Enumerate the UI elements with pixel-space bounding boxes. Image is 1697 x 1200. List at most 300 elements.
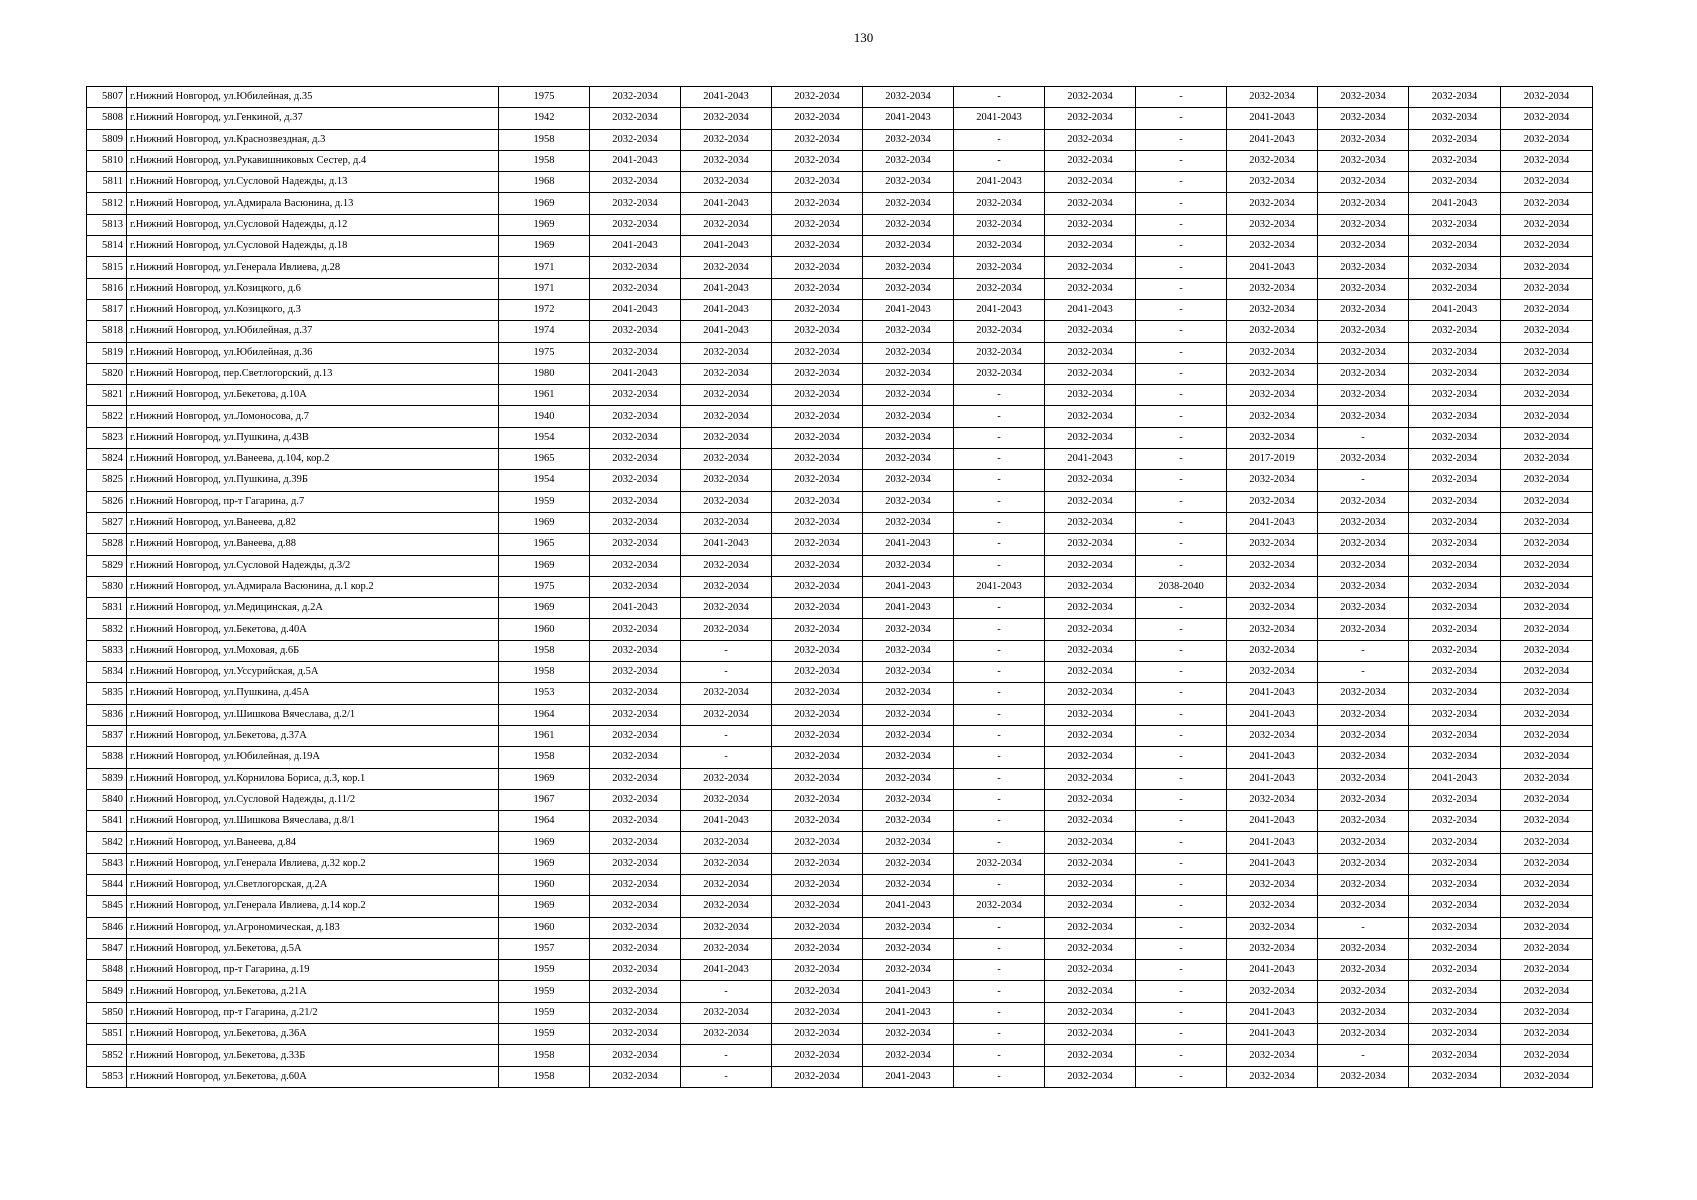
period-cell: 2032-2034 — [863, 172, 954, 193]
year-built-cell: 1960 — [499, 917, 590, 938]
period-cell: - — [954, 725, 1045, 746]
period-cell: - — [1318, 917, 1409, 938]
period-cell: 2032-2034 — [863, 427, 954, 448]
period-cell: 2032-2034 — [1318, 406, 1409, 427]
period-cell: 2041-2043 — [590, 363, 681, 384]
period-cell: 2032-2034 — [1045, 683, 1136, 704]
year-built-cell: 1959 — [499, 1002, 590, 1023]
period-cell: 2032-2034 — [1227, 299, 1318, 320]
period-cell: - — [1136, 640, 1227, 661]
period-cell: 2032-2034 — [1409, 874, 1501, 895]
year-built-cell: 1975 — [499, 87, 590, 108]
period-cell: - — [1136, 87, 1227, 108]
period-cell: 2032-2034 — [1409, 725, 1501, 746]
period-cell: 2032-2034 — [1045, 512, 1136, 533]
period-cell: 2032-2034 — [590, 555, 681, 576]
period-cell: 2032-2034 — [1501, 87, 1593, 108]
period-cell: 2032-2034 — [590, 662, 681, 683]
period-cell: 2032-2034 — [1045, 406, 1136, 427]
period-cell: - — [1136, 896, 1227, 917]
row-number-cell: 5826 — [87, 491, 127, 512]
period-cell: - — [1136, 555, 1227, 576]
period-cell: 2038-2040 — [1136, 576, 1227, 597]
period-cell: 2032-2034 — [1045, 832, 1136, 853]
period-cell: 2041-2043 — [1227, 747, 1318, 768]
address-cell: г.Нижний Новгород, ул.Генкиной, д.37 — [127, 108, 499, 129]
period-cell: - — [954, 598, 1045, 619]
period-cell: 2032-2034 — [681, 598, 772, 619]
year-built-cell: 1967 — [499, 789, 590, 810]
period-cell: 2032-2034 — [863, 938, 954, 959]
table-row — [87, 363, 1593, 384]
period-cell: - — [1136, 832, 1227, 853]
period-cell: 2032-2034 — [1409, 321, 1501, 342]
table-row — [87, 449, 1593, 470]
period-cell: 2032-2034 — [1227, 321, 1318, 342]
address-cell: г.Нижний Новгород, ул.Козицкого, д.3 — [127, 299, 499, 320]
period-cell: 2032-2034 — [1409, 129, 1501, 150]
table-row — [87, 406, 1593, 427]
period-cell: - — [954, 1066, 1045, 1087]
period-cell: 2032-2034 — [1227, 874, 1318, 895]
period-cell: - — [1136, 789, 1227, 810]
period-cell: - — [954, 747, 1045, 768]
address-cell: г.Нижний Новгород, ул.Ванеева, д.104, кор.2 — [127, 449, 499, 470]
period-cell: 2032-2034 — [1045, 321, 1136, 342]
period-cell: 2032-2034 — [1045, 768, 1136, 789]
table-row — [87, 747, 1593, 768]
period-cell: - — [954, 449, 1045, 470]
period-cell: 2041-2043 — [1227, 811, 1318, 832]
table-row — [87, 704, 1593, 725]
period-cell: 2032-2034 — [1045, 811, 1136, 832]
period-cell: 2032-2034 — [590, 1066, 681, 1087]
address-cell: г.Нижний Новгород, ул.Генерала Ивлиева, д.32 кор.2 — [127, 853, 499, 874]
period-cell: 2032-2034 — [863, 385, 954, 406]
period-cell: 2032-2034 — [681, 1024, 772, 1045]
period-cell: 2032-2034 — [1045, 789, 1136, 810]
period-cell: 2032-2034 — [1318, 619, 1409, 640]
period-cell: 2032-2034 — [1501, 768, 1593, 789]
period-cell: 2032-2034 — [590, 449, 681, 470]
period-cell: 2032-2034 — [681, 363, 772, 384]
period-cell: - — [1136, 363, 1227, 384]
period-cell: 2032-2034 — [1227, 662, 1318, 683]
table-row — [87, 129, 1593, 150]
table-row — [87, 257, 1593, 278]
row-number-cell: 5830 — [87, 576, 127, 597]
row-number-cell: 5836 — [87, 704, 127, 725]
address-cell: г.Нижний Новгород, ул.Моховая, д.6Б — [127, 640, 499, 661]
period-cell: 2032-2034 — [1227, 214, 1318, 235]
period-cell: 2032-2034 — [1409, 150, 1501, 171]
period-cell: 2032-2034 — [1501, 874, 1593, 895]
period-cell: 2032-2034 — [772, 789, 863, 810]
period-cell: 2032-2034 — [1409, 278, 1501, 299]
period-cell: 2041-2043 — [681, 534, 772, 555]
period-cell: 2032-2034 — [1501, 917, 1593, 938]
period-cell: 2032-2034 — [1318, 129, 1409, 150]
period-cell: 2041-2043 — [681, 193, 772, 214]
row-number-cell: 5846 — [87, 917, 127, 938]
period-cell: - — [1318, 640, 1409, 661]
period-cell: 2041-2043 — [1227, 960, 1318, 981]
row-number-cell: 5828 — [87, 534, 127, 555]
period-cell: - — [1136, 704, 1227, 725]
period-cell: 2017-2019 — [1227, 449, 1318, 470]
period-cell: 2032-2034 — [1501, 534, 1593, 555]
period-cell: 2032-2034 — [1501, 363, 1593, 384]
period-cell: 2032-2034 — [1227, 342, 1318, 363]
period-cell: 2032-2034 — [1409, 640, 1501, 661]
period-cell: 2032-2034 — [1501, 853, 1593, 874]
period-cell: - — [954, 981, 1045, 1002]
period-cell: 2032-2034 — [1318, 108, 1409, 129]
period-cell: 2032-2034 — [590, 470, 681, 491]
period-cell: 2032-2034 — [1227, 576, 1318, 597]
period-cell: 2032-2034 — [1318, 832, 1409, 853]
year-built-cell: 1953 — [499, 683, 590, 704]
period-cell: 2032-2034 — [1045, 1024, 1136, 1045]
period-cell: 2032-2034 — [1409, 363, 1501, 384]
period-cell: 2032-2034 — [1227, 789, 1318, 810]
table-row — [87, 725, 1593, 746]
address-cell: г.Нижний Новгород, ул.Рукавишниковых Сестер, д.4 — [127, 150, 499, 171]
year-built-cell: 1964 — [499, 811, 590, 832]
period-cell: 2032-2034 — [590, 896, 681, 917]
period-cell: 2032-2034 — [1318, 363, 1409, 384]
period-cell: 2032-2034 — [772, 491, 863, 512]
period-cell: 2032-2034 — [863, 555, 954, 576]
table-row — [87, 491, 1593, 512]
period-cell: 2032-2034 — [681, 789, 772, 810]
row-number-cell: 5817 — [87, 299, 127, 320]
table-row — [87, 1045, 1593, 1066]
period-cell: 2032-2034 — [863, 449, 954, 470]
table-row — [87, 299, 1593, 320]
period-cell: 2032-2034 — [1409, 747, 1501, 768]
period-cell: 2032-2034 — [772, 704, 863, 725]
period-cell: 2032-2034 — [681, 449, 772, 470]
period-cell: 2032-2034 — [590, 534, 681, 555]
period-cell: 2032-2034 — [1501, 1045, 1593, 1066]
period-cell: 2032-2034 — [1318, 1024, 1409, 1045]
year-built-cell: 1969 — [499, 193, 590, 214]
period-cell: 2041-2043 — [1227, 108, 1318, 129]
period-cell: 2032-2034 — [1045, 938, 1136, 959]
period-cell: - — [1136, 108, 1227, 129]
period-cell: 2032-2034 — [863, 342, 954, 363]
period-cell: 2032-2034 — [1227, 150, 1318, 171]
period-cell: 2041-2043 — [1227, 832, 1318, 853]
period-cell: 2032-2034 — [863, 704, 954, 725]
period-cell: 2032-2034 — [1318, 236, 1409, 257]
period-cell: 2032-2034 — [1501, 683, 1593, 704]
period-cell: 2032-2034 — [681, 172, 772, 193]
period-cell: 2032-2034 — [1318, 1002, 1409, 1023]
period-cell: 2032-2034 — [1045, 172, 1136, 193]
period-cell: 2032-2034 — [1045, 917, 1136, 938]
period-cell: 2032-2034 — [1318, 938, 1409, 959]
address-cell: г.Нижний Новгород, ул.Пушкина, д.45А — [127, 683, 499, 704]
period-cell: 2032-2034 — [1318, 981, 1409, 1002]
table-row — [87, 427, 1593, 448]
row-number-cell: 5837 — [87, 725, 127, 746]
period-cell: 2041-2043 — [681, 87, 772, 108]
row-number-cell: 5814 — [87, 236, 127, 257]
period-cell: 2032-2034 — [681, 214, 772, 235]
year-built-cell: 1958 — [499, 1045, 590, 1066]
period-cell: 2041-2043 — [681, 236, 772, 257]
period-cell: - — [1136, 768, 1227, 789]
period-cell: 2032-2034 — [772, 1024, 863, 1045]
period-cell: 2032-2034 — [772, 278, 863, 299]
period-cell: 2032-2034 — [1045, 491, 1136, 512]
period-cell: 2032-2034 — [1227, 278, 1318, 299]
table-body — [87, 87, 1593, 1088]
year-built-cell: 1968 — [499, 172, 590, 193]
address-cell: г.Нижний Новгород, ул.Юбилейная, д.37 — [127, 321, 499, 342]
period-cell: 2032-2034 — [590, 640, 681, 661]
year-built-cell: 1969 — [499, 214, 590, 235]
period-cell: - — [1136, 619, 1227, 640]
period-cell: 2041-2043 — [863, 299, 954, 320]
period-cell: 2032-2034 — [1501, 129, 1593, 150]
row-number-cell: 5816 — [87, 278, 127, 299]
table-row — [87, 512, 1593, 533]
period-cell: - — [1136, 1066, 1227, 1087]
period-cell: 2032-2034 — [1501, 193, 1593, 214]
period-cell: 2032-2034 — [772, 832, 863, 853]
period-cell: 2032-2034 — [1501, 449, 1593, 470]
period-cell: 2032-2034 — [1045, 193, 1136, 214]
period-cell: 2032-2034 — [1045, 576, 1136, 597]
period-cell: 2032-2034 — [681, 896, 772, 917]
period-cell: 2032-2034 — [590, 512, 681, 533]
period-cell: 2032-2034 — [1501, 576, 1593, 597]
period-cell: 2032-2034 — [863, 960, 954, 981]
address-cell: г.Нижний Новгород, ул.Сусловой Надежды, д.12 — [127, 214, 499, 235]
period-cell: 2041-2043 — [954, 299, 1045, 320]
row-number-cell: 5850 — [87, 1002, 127, 1023]
period-cell: 2032-2034 — [681, 874, 772, 895]
row-number-cell: 5848 — [87, 960, 127, 981]
row-number-cell: 5844 — [87, 874, 127, 895]
row-number-cell: 5847 — [87, 938, 127, 959]
table-row — [87, 832, 1593, 853]
period-cell: 2032-2034 — [772, 321, 863, 342]
period-cell: 2032-2034 — [772, 811, 863, 832]
period-cell: 2032-2034 — [1409, 534, 1501, 555]
period-cell: - — [681, 725, 772, 746]
row-number-cell: 5825 — [87, 470, 127, 491]
address-cell: г.Нижний Новгород, ул.Сусловой Надежды, д.13 — [127, 172, 499, 193]
row-number-cell: 5838 — [87, 747, 127, 768]
row-number-cell: 5849 — [87, 981, 127, 1002]
year-built-cell: 1969 — [499, 598, 590, 619]
period-cell: 2032-2034 — [590, 747, 681, 768]
period-cell: - — [1136, 257, 1227, 278]
period-cell: 2032-2034 — [590, 342, 681, 363]
period-cell: 2032-2034 — [1409, 619, 1501, 640]
period-cell: 2032-2034 — [1501, 1066, 1593, 1087]
row-number-cell: 5852 — [87, 1045, 127, 1066]
period-cell: 2032-2034 — [772, 938, 863, 959]
period-cell: 2032-2034 — [772, 87, 863, 108]
period-cell: 2041-2043 — [1227, 129, 1318, 150]
row-number-cell: 5807 — [87, 87, 127, 108]
period-cell: 2032-2034 — [1045, 704, 1136, 725]
period-cell: 2032-2034 — [863, 491, 954, 512]
period-cell: 2032-2034 — [863, 1024, 954, 1045]
table-row — [87, 321, 1593, 342]
period-cell: 2032-2034 — [954, 853, 1045, 874]
row-number-cell: 5827 — [87, 512, 127, 533]
period-cell: 2032-2034 — [1227, 385, 1318, 406]
period-cell: 2032-2034 — [954, 342, 1045, 363]
period-cell: 2032-2034 — [772, 576, 863, 597]
period-cell: 2032-2034 — [863, 789, 954, 810]
period-cell: 2032-2034 — [1409, 662, 1501, 683]
period-cell: 2032-2034 — [863, 87, 954, 108]
period-cell: 2032-2034 — [1045, 363, 1136, 384]
period-cell: 2032-2034 — [590, 874, 681, 895]
period-cell: - — [1136, 491, 1227, 512]
period-cell: - — [1136, 470, 1227, 491]
period-cell: - — [1136, 299, 1227, 320]
period-cell: 2032-2034 — [1318, 1066, 1409, 1087]
address-cell: г.Нижний Новгород, ул.Ванеева, д.84 — [127, 832, 499, 853]
address-cell: г.Нижний Новгород, ул.Бекетова, д.60А — [127, 1066, 499, 1087]
period-cell: 2032-2034 — [1409, 172, 1501, 193]
year-built-cell: 1958 — [499, 747, 590, 768]
table-row — [87, 683, 1593, 704]
table-row — [87, 342, 1593, 363]
period-cell: 2032-2034 — [1318, 874, 1409, 895]
period-cell: - — [1136, 236, 1227, 257]
period-cell: - — [681, 640, 772, 661]
period-cell: 2032-2034 — [681, 683, 772, 704]
period-cell: 2032-2034 — [1501, 640, 1593, 661]
period-cell: 2032-2034 — [1227, 938, 1318, 959]
period-cell: 2032-2034 — [681, 768, 772, 789]
period-cell: 2032-2034 — [772, 385, 863, 406]
period-cell: 2032-2034 — [1318, 87, 1409, 108]
period-cell: - — [1136, 725, 1227, 746]
period-cell: 2032-2034 — [1409, 342, 1501, 363]
period-cell: 2032-2034 — [1045, 214, 1136, 235]
period-cell: 2032-2034 — [954, 278, 1045, 299]
period-cell: 2032-2034 — [590, 87, 681, 108]
period-cell: 2032-2034 — [954, 257, 1045, 278]
year-built-cell: 1942 — [499, 108, 590, 129]
period-cell: 2032-2034 — [863, 832, 954, 853]
year-built-cell: 1959 — [499, 1024, 590, 1045]
period-cell: 2032-2034 — [1409, 1024, 1501, 1045]
row-number-cell: 5810 — [87, 150, 127, 171]
period-cell: 2032-2034 — [1409, 917, 1501, 938]
period-cell: 2032-2034 — [772, 662, 863, 683]
table-row — [87, 278, 1593, 299]
table-row — [87, 108, 1593, 129]
period-cell: 2032-2034 — [1409, 491, 1501, 512]
period-cell: 2032-2034 — [1227, 172, 1318, 193]
period-cell: - — [1136, 960, 1227, 981]
table-row — [87, 874, 1593, 895]
period-cell: 2032-2034 — [590, 853, 681, 874]
address-cell: г.Нижний Новгород, ул.Светлогорская, д.2А — [127, 874, 499, 895]
address-cell: г.Нижний Новгород, ул.Ломоносова, д.7 — [127, 406, 499, 427]
row-number-cell: 5842 — [87, 832, 127, 853]
period-cell: 2032-2034 — [1318, 683, 1409, 704]
period-cell: 2032-2034 — [1409, 555, 1501, 576]
table-row — [87, 938, 1593, 959]
period-cell: 2041-2043 — [863, 576, 954, 597]
period-cell: 2032-2034 — [1501, 214, 1593, 235]
period-cell: 2032-2034 — [1318, 853, 1409, 874]
period-cell: 2032-2034 — [681, 704, 772, 725]
period-cell: 2032-2034 — [590, 1024, 681, 1045]
period-cell: 2041-2043 — [681, 321, 772, 342]
period-cell: - — [1136, 917, 1227, 938]
period-cell: 2032-2034 — [1501, 555, 1593, 576]
period-cell: 2032-2034 — [681, 385, 772, 406]
period-cell: 2032-2034 — [681, 832, 772, 853]
period-cell: 2041-2043 — [954, 108, 1045, 129]
period-cell: 2032-2034 — [681, 1002, 772, 1023]
row-number-cell: 5832 — [87, 619, 127, 640]
period-cell: 2032-2034 — [1045, 555, 1136, 576]
row-number-cell: 5818 — [87, 321, 127, 342]
address-cell: г.Нижний Новгород, ул.Бекетова, д.10А — [127, 385, 499, 406]
row-number-cell: 5815 — [87, 257, 127, 278]
row-number-cell: 5808 — [87, 108, 127, 129]
period-cell: 2032-2034 — [1501, 299, 1593, 320]
address-cell: г.Нижний Новгород, ул.Бекетова, д.36А — [127, 1024, 499, 1045]
period-cell: 2041-2043 — [681, 811, 772, 832]
period-cell: 2032-2034 — [772, 470, 863, 491]
period-cell: 2032-2034 — [1501, 321, 1593, 342]
year-built-cell: 1972 — [499, 299, 590, 320]
period-cell: 2032-2034 — [1409, 853, 1501, 874]
period-cell: - — [1136, 534, 1227, 555]
period-cell: 2032-2034 — [1318, 150, 1409, 171]
period-cell: 2032-2034 — [1045, 853, 1136, 874]
table-row — [87, 662, 1593, 683]
year-built-cell: 1969 — [499, 236, 590, 257]
year-built-cell: 1975 — [499, 342, 590, 363]
period-cell: 2032-2034 — [1045, 1066, 1136, 1087]
period-cell: 2032-2034 — [1409, 789, 1501, 810]
period-cell: 2032-2034 — [1501, 1002, 1593, 1023]
period-cell: - — [954, 491, 1045, 512]
period-cell: 2032-2034 — [772, 960, 863, 981]
period-cell: 2032-2034 — [863, 214, 954, 235]
period-cell: 2032-2034 — [1318, 896, 1409, 917]
period-cell: 2032-2034 — [772, 917, 863, 938]
period-cell: 2032-2034 — [954, 363, 1045, 384]
period-cell: 2032-2034 — [1409, 108, 1501, 129]
period-cell: 2032-2034 — [772, 512, 863, 533]
period-cell: 2032-2034 — [681, 470, 772, 491]
period-cell: 2032-2034 — [1501, 385, 1593, 406]
period-cell: 2032-2034 — [1227, 87, 1318, 108]
period-cell: - — [1136, 747, 1227, 768]
year-built-cell: 1940 — [499, 406, 590, 427]
address-cell: г.Нижний Новгород, ул.Адмирала Васюнина, д.1 кор.2 — [127, 576, 499, 597]
address-cell: г.Нижний Новгород, ул.Корнилова Бориса, д.3, кор.1 — [127, 768, 499, 789]
address-cell: г.Нижний Новгород, ул.Пушкина, д.39Б — [127, 470, 499, 491]
